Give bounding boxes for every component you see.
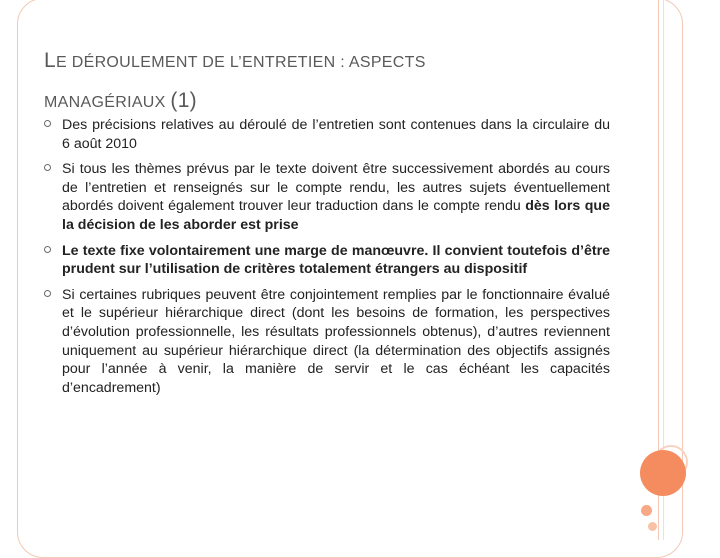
bullet-item-2 — [44, 160, 610, 234]
bullet-item-3 — [44, 242, 610, 279]
bullet-list — [44, 116, 610, 404]
bullet-text: Des précisions relatives au déroulé de l’entretien sont contenues dans la circulaire du 6 août 2010 — [62, 117, 610, 152]
bullet-item-1 — [44, 116, 610, 153]
decorative-circle-small — [641, 505, 652, 516]
decorative-circle-large — [640, 450, 686, 496]
bullet-text: Si tous les thèmes prévus par le texte doivent être successivement abordés au cours de l’entretien et renseignés sur le compte rendu, les autres sujets éventuellement abordés doivent également trouver leur traduction dans le compte rendu — [62, 161, 610, 215]
bullet-bold-text: dès lors que la décision de les aborder est prise — [62, 198, 610, 233]
bullet-item-4 — [44, 286, 610, 398]
bullet-marker-icon — [44, 290, 51, 297]
bullet-marker-icon — [44, 246, 51, 253]
bullet-marker-icon — [44, 164, 51, 171]
bullet-text: Si certaines rubriques peuvent être conjointement remplies par le fonctionnaire évalué et le supérieur hiérarchique direct (dont les besoins de formation, les perspectives d’évolution professionnelle, les résultats professionnels obtenus), d’autres reviennent uniquement au supérieur hiérarchique direct (la détermination des objectifs assignés pour l’année à venir, la manière de servir et le cas échéant les capacités d’encadrement) — [62, 286, 610, 396]
bullet-bold-text: Le texte fixe volontairement une marge de manœuvre. Il convient toutefois d’être prudent sur l’utilisation de critères totalement étrangers au dispositif — [62, 242, 610, 278]
title-line-1: LE DÉROULEMENT DE L’ENTRETIEN : ASPECTS — [44, 49, 426, 72]
decorative-circle-tiny — [648, 522, 657, 531]
bullet-marker-icon — [44, 120, 51, 127]
title-line-2: MANAGÉRIAUX (1) — [44, 89, 197, 112]
slide-title — [44, 42, 604, 122]
